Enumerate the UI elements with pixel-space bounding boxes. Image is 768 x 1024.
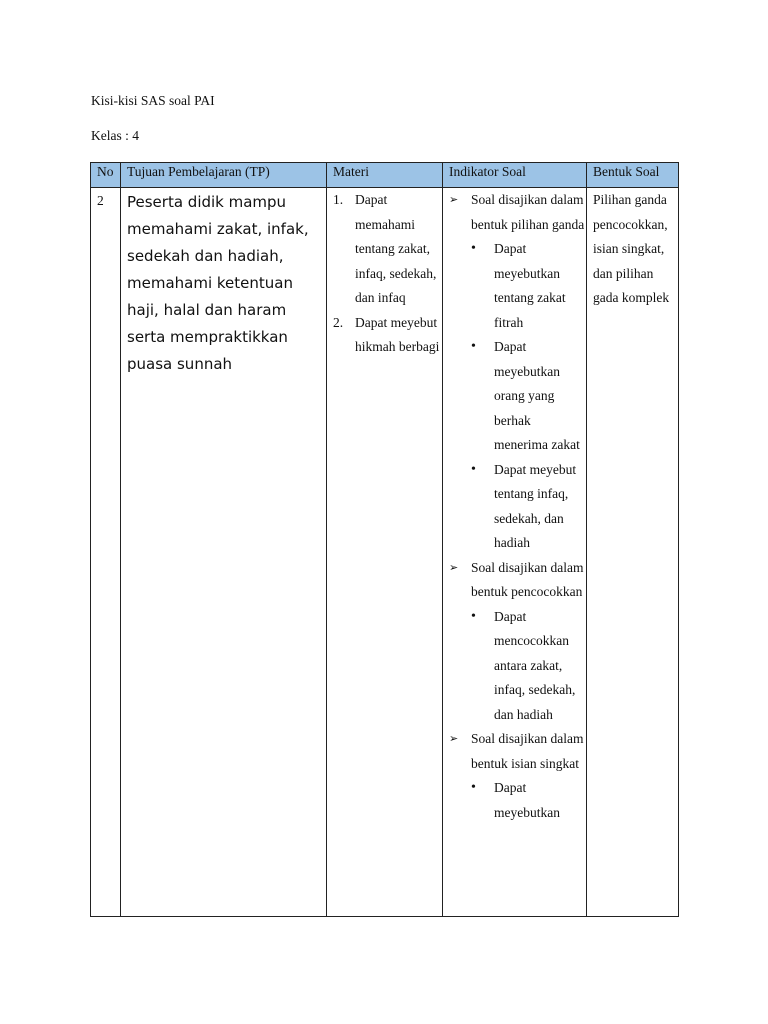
list-item [327,311,442,360]
list-number: 2. [333,314,344,330]
header-tujuan-pembelajaran: Tujuan Pembelajaran (TP) [121,163,327,188]
row-number: 2 [97,193,104,208]
sub-indikator-text: Dapat meyebutkan [494,780,560,820]
bentuk-soal-text: Pilihan ganda pencocokkan, isian singkat, dan pilihan gada komplek [593,192,670,305]
indikator-text: Soal disajikan dalam bentuk pencocokkan [471,559,584,599]
list-number: 1. [333,192,344,207]
list-item [443,727,586,776]
bullet-icon: • [471,241,476,256]
kisi-kisi-table [90,162,679,917]
list-item [443,335,586,458]
header-no: No [91,163,121,188]
materi-text: Dapat meyebut hikmah berbagi [355,314,440,354]
arrow-bullet-icon: ➢ [449,193,459,206]
bullet-icon: • [471,780,476,795]
materi-list [327,188,442,360]
cell-tujuan-pembelajaran [121,188,327,917]
list-item [443,556,586,605]
materi-text: Dapat memahami tentang zakat, infaq, sedekah, dan infaq [355,192,437,305]
cell-bentuk-soal [587,188,679,917]
header-indikator-soal: Indikator Soal [443,163,587,188]
indikator-list [443,188,586,825]
header-materi: Materi [327,163,443,188]
sub-indikator-text: Dapat meyebut tentang infaq, sedekah, dan hadiah [494,461,577,550]
cell-indikator-soal [443,188,587,917]
sub-indikator-text: Dapat meyebutkan tentang zakat fitrah [494,241,566,330]
arrow-bullet-icon: ➢ [449,560,459,574]
arrow-bullet-icon: ➢ [449,732,459,745]
header-bentuk-soal: Bentuk Soal [587,163,679,188]
document-title: Kisi-kisi SAS soal PAI [91,93,215,108]
bullet-icon: • [471,461,476,477]
list-item [443,605,586,728]
table-row [91,188,679,917]
indikator-text: Soal disajikan dalam bentuk isian singkat [471,731,584,771]
bullet-icon: • [471,339,476,354]
indikator-text: Soal disajikan dalam bentuk pilihan ganda [471,192,585,232]
list-item [443,776,586,825]
list-item [443,237,586,335]
list-item [443,188,586,237]
sub-indikator-text: Dapat meyebutkan orang yang berhak menerima zakat [494,339,580,452]
table-header-row [91,163,679,188]
tujuan-pembelajaran-text: Peserta didik mampu memahami zakat, infak, sedekah dan hadiah, memahami ketentuan haji, halal dan haram serta mempraktikkan puasa sunnah [127,193,309,373]
list-item [443,458,586,556]
cell-materi [327,188,443,917]
list-item [327,188,442,311]
bullet-icon: • [471,608,476,624]
sub-indikator-text: Dapat mencocokkan antara zakat, infaq, sedekah, dan hadiah [494,608,576,722]
class-label: Kelas : 4 [91,128,139,143]
cell-no [91,188,121,917]
